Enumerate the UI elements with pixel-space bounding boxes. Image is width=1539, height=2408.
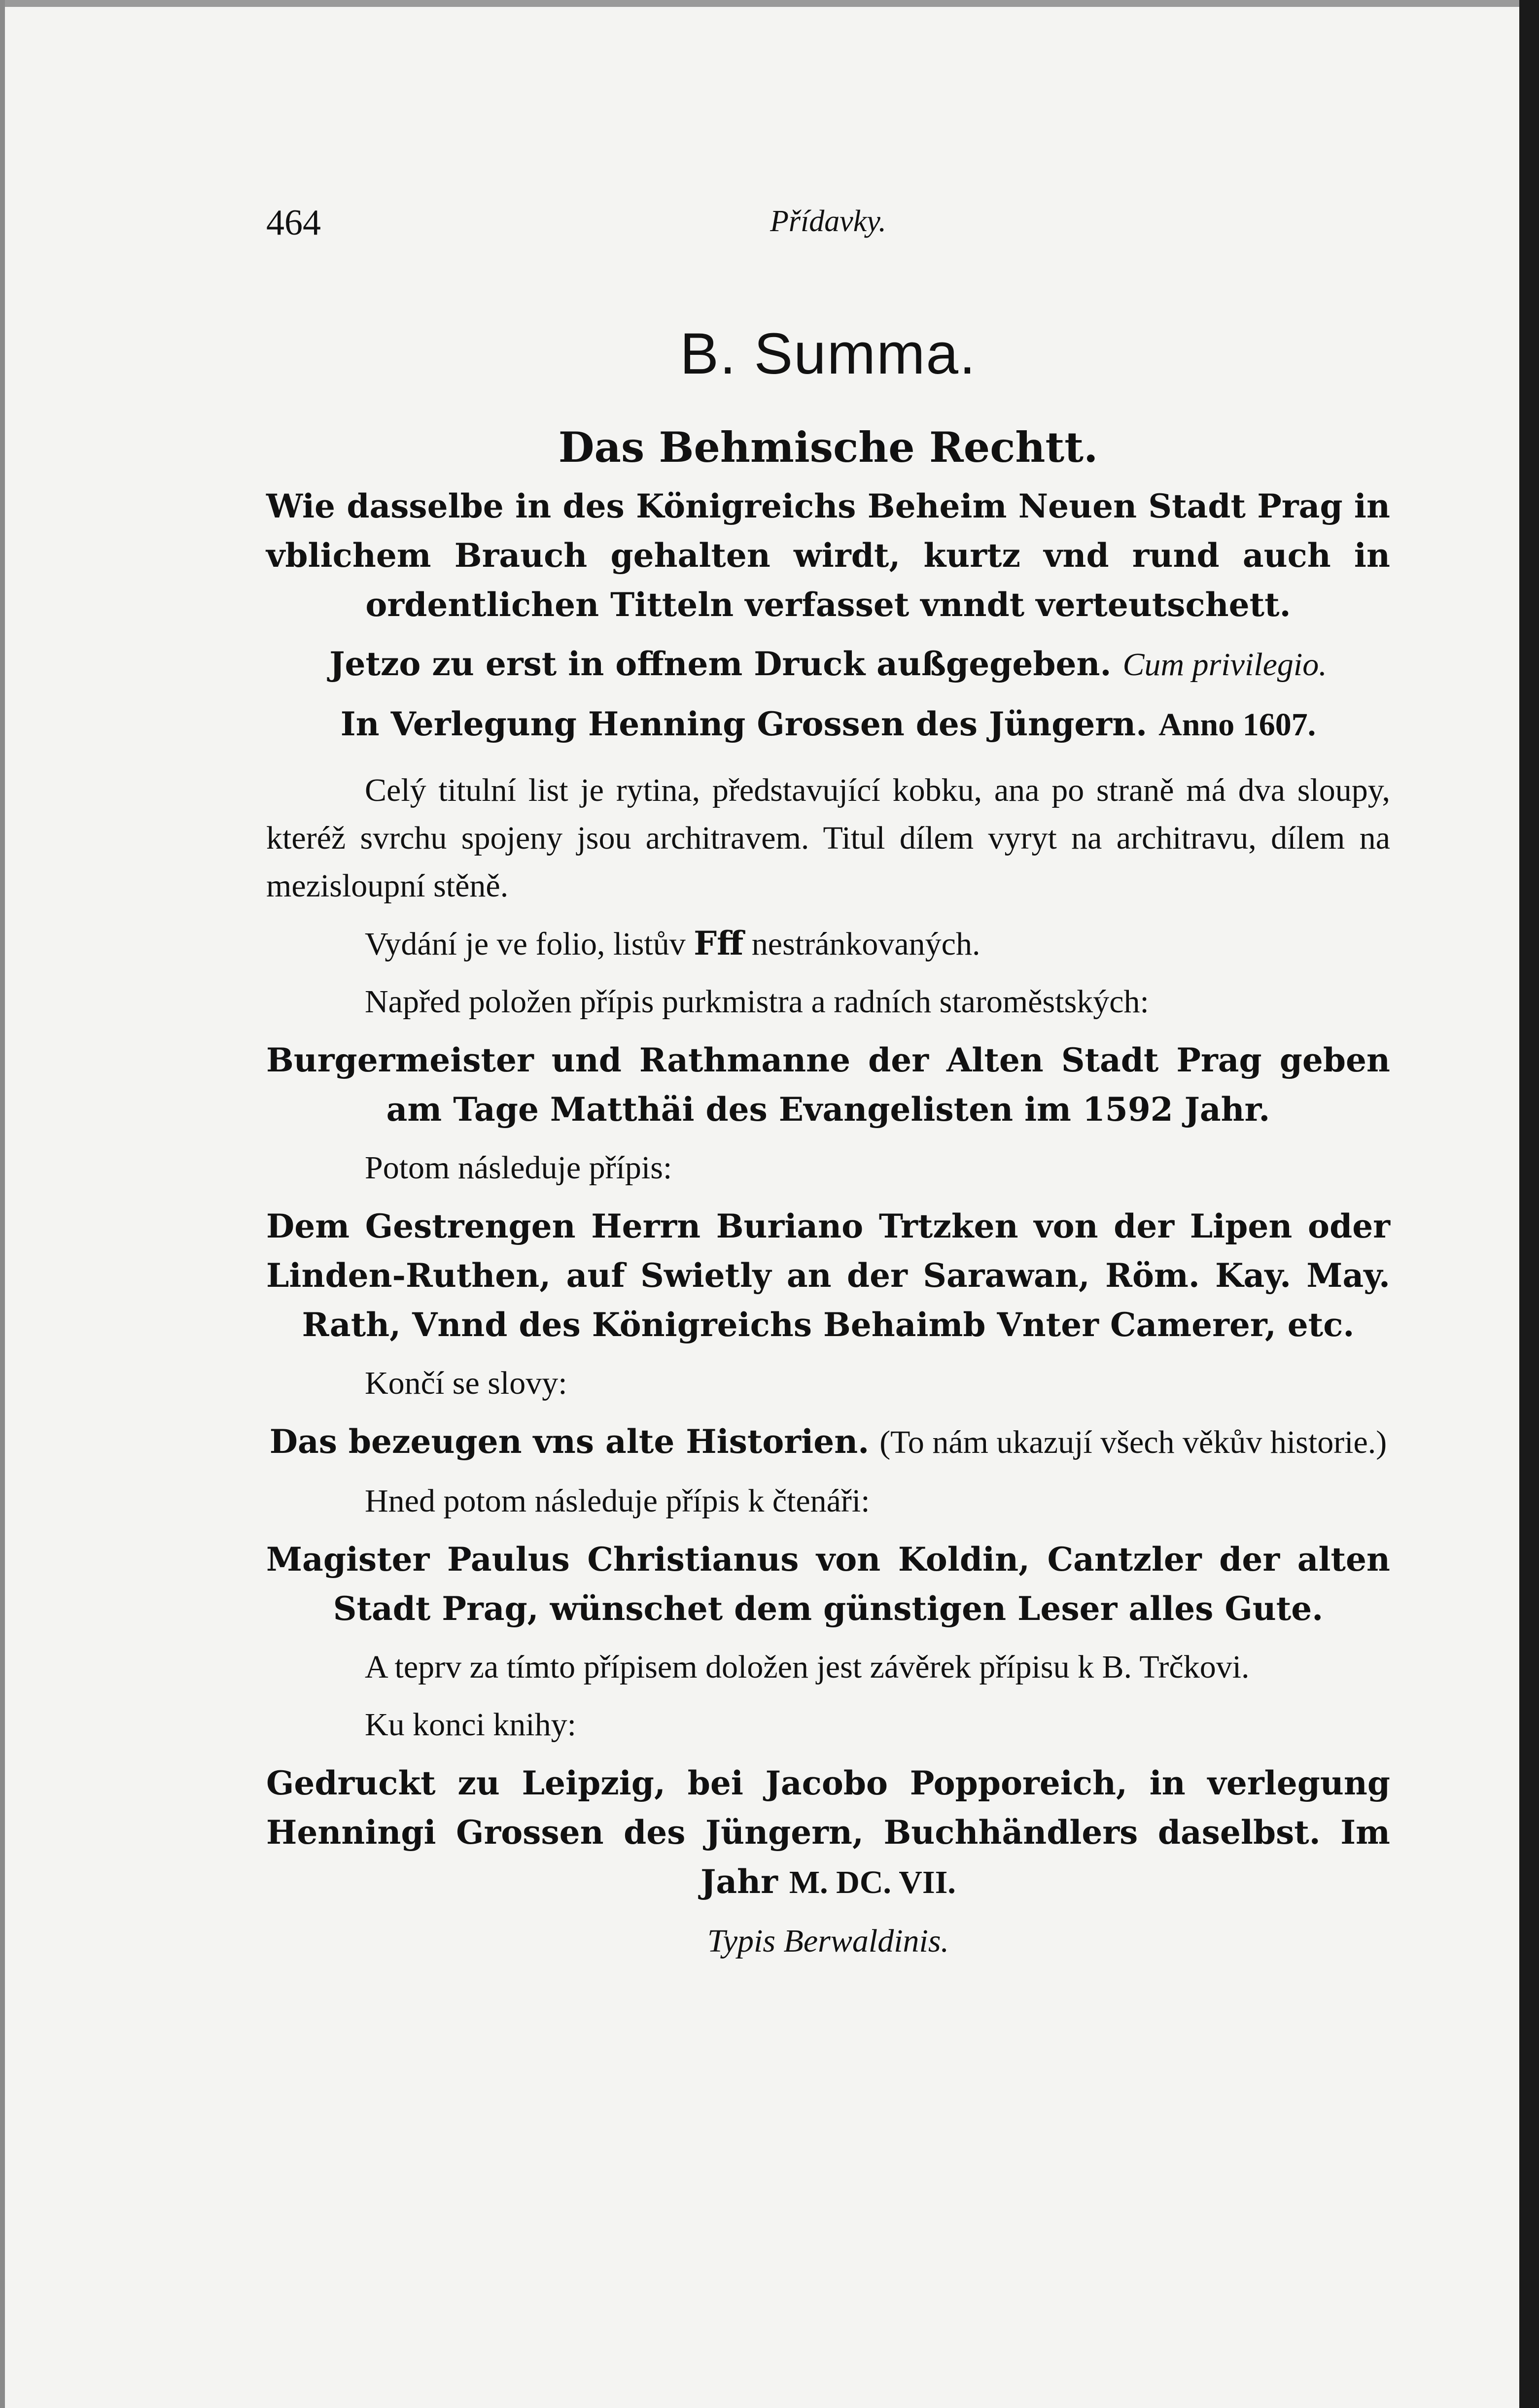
description-paragraph: Ku konci knihy:	[365, 1707, 576, 1743]
privilege-note: Cum privilegio.	[1122, 647, 1327, 683]
description-paragraph	[266, 920, 1390, 968]
dedication-quote: Magister Paulus Christianus von Koldin, Cantzler der alten Stadt Prag, wünschet dem günstigen Leser alles Gute.	[266, 1540, 1390, 1628]
closing-german: Das bezeugen vns alte Historien.	[269, 1422, 870, 1461]
page-content	[266, 192, 1390, 1965]
description-paragraph: Napřed položen přípis purkmistra a radních staroměstských:	[365, 984, 1149, 1020]
colophon-year: M. DC. VII.	[789, 1864, 956, 1900]
page-header	[266, 192, 1390, 246]
dedication-quote: Burgermeister und Rathmanne der Alten Stadt Prag geben am Tage Matthäi des Evangelisten im 1592 Jahr.	[266, 1041, 1390, 1129]
scan-top-edge	[0, 0, 1539, 7]
scan-left-edge	[0, 0, 5, 2408]
dedication-quote: Dem Gestrengen Herrn Buriano Trtzken von der Lipen oder Linden-Ruthen, auf Swietly an der Sarawan, Röm. Kay. May. Rath, Vnnd des Königreichs Behaimb Vnter Camerer, etc.	[266, 1207, 1390, 1344]
edition-text: Vydání je ve folio, listův	[365, 926, 686, 962]
running-head: Přídavky.	[770, 205, 886, 238]
edition-signature: Fff	[694, 924, 744, 963]
page-number: 464	[266, 203, 321, 243]
closing-quote	[266, 1417, 1390, 1467]
colophon-text: Gedruckt zu Leipzig, bei Jacobo Popporeich, in verlegung Henningi Grossen des Jüngern, Buchhändlers daselbst. Im Jahr	[266, 1764, 1390, 1901]
description-paragraph: Končí se slovy:	[365, 1365, 567, 1401]
colophon	[266, 1758, 1390, 1907]
description-paragraph: Potom následuje přípis:	[365, 1150, 672, 1186]
print-line	[266, 639, 1390, 689]
description-paragraph: A teprv za tímto přípisem doložen jest závěrek přípisu k B. Trčkovi.	[365, 1649, 1250, 1685]
publisher-text: In Verlegung Henning Grossen des Jüngern.	[340, 705, 1148, 743]
print-line-text: Jetzo zu erst in offnem Druck außgegeben.	[329, 645, 1112, 683]
edition-text-end: nestránkovaných.	[751, 926, 980, 962]
section-title: B. Summa.	[680, 321, 977, 386]
description-paragraph: Hned potom následuje přípis k čtenáři:	[365, 1483, 870, 1519]
closing-translation: (To nám ukazují všech věkův historie.)	[879, 1424, 1387, 1460]
book-title-text: Wie dasselbe in des Königreichs Beheim Neuen Stadt Prag in vblichem Brauch gehalten wirdt, kurtz vnd rund auch in ordentlichen Titteln verfasset vnndt verteutschett.	[266, 487, 1390, 624]
publisher-line	[266, 699, 1390, 750]
anno-year: Anno 1607.	[1158, 707, 1316, 743]
printer-note: Typis Berwaldinis.	[707, 1923, 949, 1959]
book-title: Das Behmische Rechtt.	[558, 423, 1098, 472]
scan-right-edge	[1519, 0, 1539, 2408]
description-paragraph: Celý titulní list je rytina, představující kobku, ana po straně má dva sloupy, kteréž svrchu spojeny jsou architravem. Titul dílem vyryt na architravu, dílem na mezisloupní stěně.	[266, 772, 1390, 904]
